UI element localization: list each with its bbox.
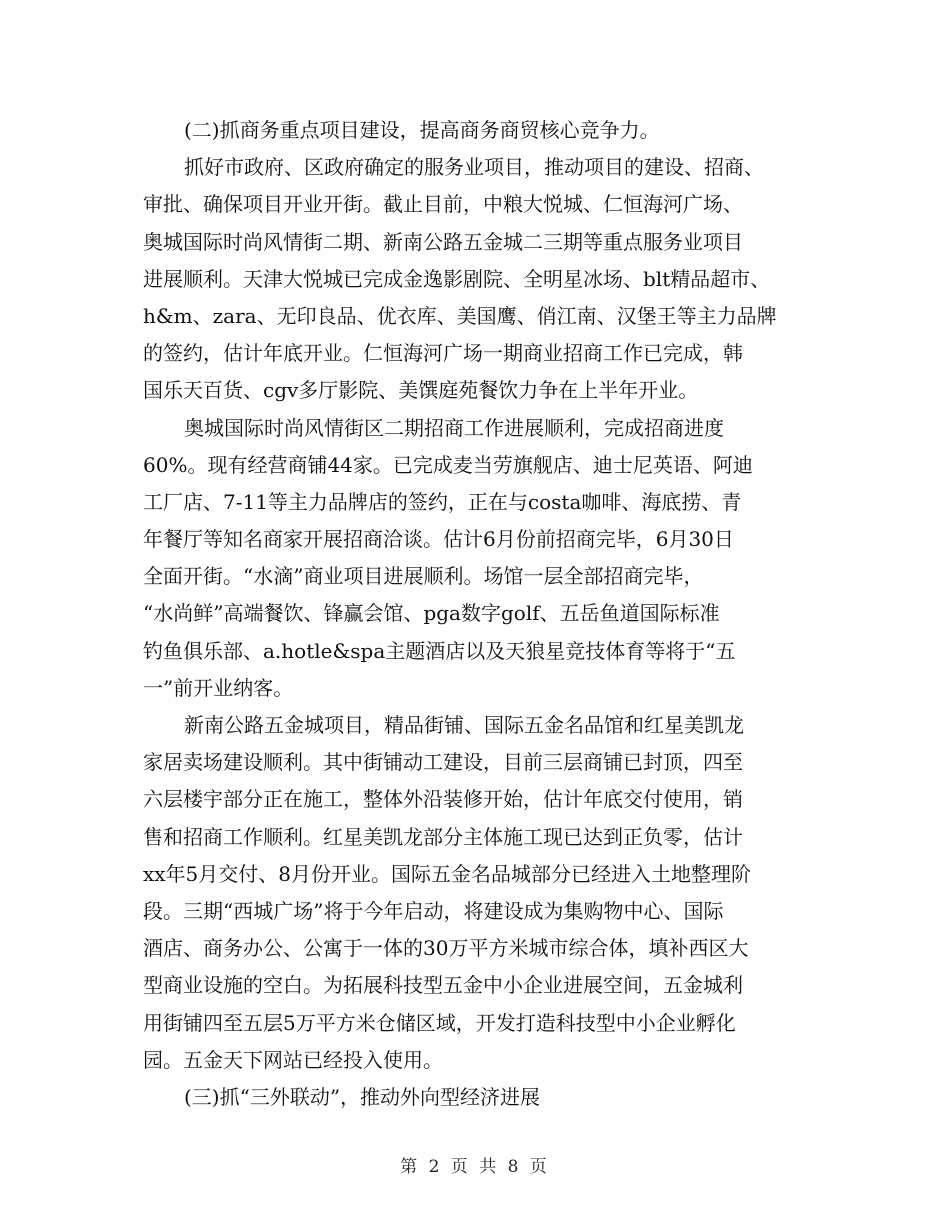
section-heading-2: (二)抓商务重点项目建设，提高商务商贸核心竞争力。 [184, 118, 660, 142]
paragraph-line: 用街铺四至五层5万平方米仓储区域，开发打造科技型中小企业孵化 [143, 1010, 736, 1035]
paragraph-line: 60%。现有经营商铺44家。已完成麦当劳旗舰店、迪士尼英语、阿迪 [143, 452, 753, 477]
paragraph-line: 型商业设施的空白。为拓展科技型五金中小企业进展空间，五金城利 [143, 973, 743, 998]
paragraph-line: 奥城国际时尚风情街区二期招商工作进展顺利，完成招商进度 [184, 415, 724, 440]
paragraph-line: 酒店、商务办公、公寓于一体的30万平方米城市综合体，填补西区大 [143, 936, 749, 961]
paragraph-line: 国乐天百货、cgv多厅影院、美馔庭苑餐饮力争在上半年开业。 [143, 378, 699, 403]
paragraph-line: 新南公路五金城项目，精品街铺、国际五金名品馆和红星美凯龙 [184, 713, 744, 737]
paragraph-line: 一”前开业纳客。 [143, 675, 294, 700]
paragraph-line: 家居卖场建设顺利。其中街铺动工建设，目前三层商铺已封顶，四至 [143, 750, 743, 775]
paragraph-line: “水尚鲜”高端餐饮、锋赢会馆、pga数字golf、五岳鱼道国际标准 [143, 601, 720, 626]
paragraph-line: 工厂店、7-11等主力品牌店的签约，正在与costa咖啡、海底捞、青 [143, 489, 742, 514]
paragraph-line: 进展顺利。天津大悦城已完成金逸影剧院、全明星冰场、blt精品超市、 [143, 266, 771, 291]
paragraph-line: 年餐厅等知名商家开展招商洽谈。估计6月份前招商完毕，6月30日 [143, 527, 734, 552]
paragraph-line: 审批、确保项目开业开街。截止目前，中粮大悦城、仁恒海河广场、 [143, 192, 743, 217]
paragraph-line: 全面开街。“水滴”商业项目进展顺利。场馆一层全部招商完毕， [143, 564, 704, 589]
paragraph-line: 段。三期“西城广场”将于今年启动，将建设成为集购物中心、国际 [143, 898, 724, 923]
paragraph-line: xx年5月交付、8月份开业。国际五金名品城部分已经进入土地整理阶 [143, 861, 752, 886]
paragraph-line: 售和招商工作顺利。红星美凯龙部分主体施工现已达到正负零，估计 [143, 824, 743, 849]
paragraph-line: 钓鱼俱乐部、a.hotle&spa主题酒店以及天狼星竞技体育等将于“五 [143, 638, 736, 663]
paragraph-line: 六层楼宇部分正在施工，整体外沿装修开始，估计年底交付使用，销 [143, 787, 743, 812]
section-heading-3: (三)抓“三外联动”，推动外向型经济进展 [184, 1084, 541, 1109]
document-body [143, 112, 833, 1116]
paragraph-line: 抓好市政府、区政府确定的服务业项目，推动项目的建设、招商、 [184, 155, 764, 180]
paragraph-line: 园。五金天下网站已经投入使用。 [143, 1047, 443, 1072]
paragraph-line: h&m、zara、无印良品、优衣库、美国鹰、俏江南、汉堡王等主力品牌 [143, 303, 777, 328]
paragraph-line: 奥城国际时尚风情街二期、新南公路五金城二三期等重点服务业项目 [143, 229, 743, 254]
page-number-footer: 第 2 页 共 8 页 [400, 1157, 550, 1177]
paragraph-line: 的签约，估计年底开业。仁恒海河广场一期商业招商工作已完成，韩 [143, 341, 743, 366]
